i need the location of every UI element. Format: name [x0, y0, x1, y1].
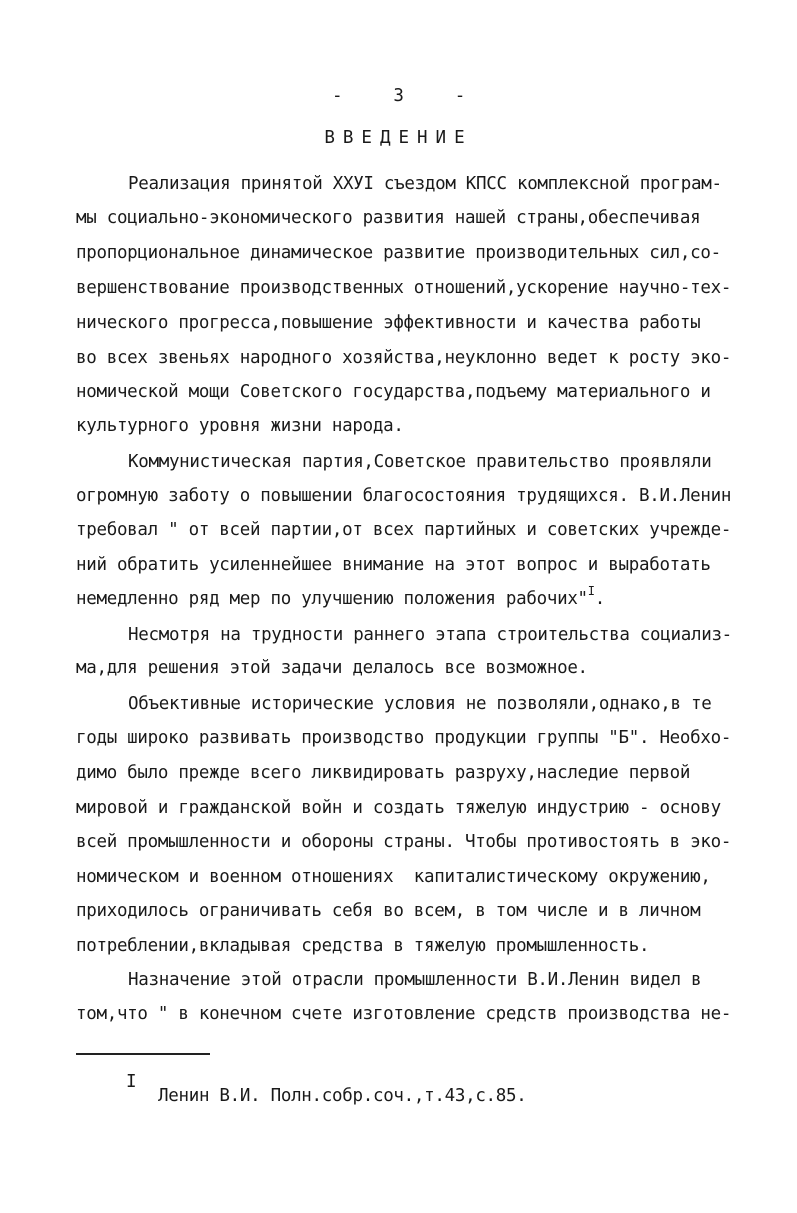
footnote-text: Ленин В.И. Полн.собр.соч.,т.43,с.85. [158, 1086, 527, 1106]
text-line: приходилось ограничивать себя во всем, в том числе и в личном [76, 901, 701, 921]
text-line: ма,для решения этой задачи делалось все возможное. [76, 658, 588, 678]
text-line: потреблении,вкладывая средства в тяжелую промышленность. [76, 936, 650, 956]
page-number: - 3 - [331, 86, 466, 106]
text-line: димо было прежде всего ликвидировать разруху,наследие первой [76, 763, 691, 783]
text-line: пропорциональное динамическое развитие производительных сил,со- [76, 243, 721, 263]
text-line: мировой и гражданской войн и создать тяжелую индустрию - основу [76, 798, 721, 818]
text-line: культурного уровня жизни народа. [76, 416, 404, 436]
text-line: годы широко развивать производство продукции группы "Б". Необхо- [76, 728, 732, 748]
text-line: мы социально-экономического развития нашей страны,обеспечивая [76, 208, 701, 228]
page-title: ВВЕДЕНИЕ [324, 128, 473, 148]
text-line: номической мощи Советского государства,подъему материального и [76, 382, 711, 402]
text-line: Реализация принятой ХХУI съездом КПСС комплексной програм- [128, 174, 722, 194]
text-line: во всех звеньях народного хозяйства,неуклонно ведет к росту эко- [76, 348, 732, 368]
text-line: том,что " в конечном счете изготовление средств производства не- [76, 1004, 732, 1024]
text-line: Объективные исторические условия не позволяли,однако,в те [128, 694, 712, 714]
text-line: Несмотря на трудности раннего этапа строительства социализ- [128, 625, 732, 645]
text-line: ний обратить усиленнейшее внимание на этот вопрос и выработать [76, 555, 711, 575]
text-line: вершенствование производственных отношений,ускорение научно-тех- [76, 278, 732, 298]
sentence-period: . [594, 589, 605, 609]
text-line: всей промышленности и обороны страны. Чтобы противостоять в эко- [76, 832, 732, 852]
footnote-reference: I [587, 584, 595, 598]
text-line: номическом и военном отношениях капиталистическому окружению, [76, 867, 711, 887]
text-line: Назначение этой отрасли промышленности В.И.Ленин видел в [128, 970, 702, 990]
text-line: нического прогресса,повышение эффективности и качества работы [76, 313, 701, 333]
text-line [76, 584, 605, 611]
text-line-content: немедленно ряд мер по улучшению положения рабочих" [76, 589, 588, 609]
footnote-mark: I [126, 1072, 137, 1092]
text-line: требовал " от всей партии,от всех партийных и советских учрежде- [76, 520, 732, 540]
footnote-divider [76, 1053, 210, 1055]
text-line: огромную заботу о повышении благосостояния трудящихся. В.И.Ленин [76, 486, 732, 506]
text-line: Коммунистическая партия,Советское правительство проявляли [128, 452, 712, 472]
